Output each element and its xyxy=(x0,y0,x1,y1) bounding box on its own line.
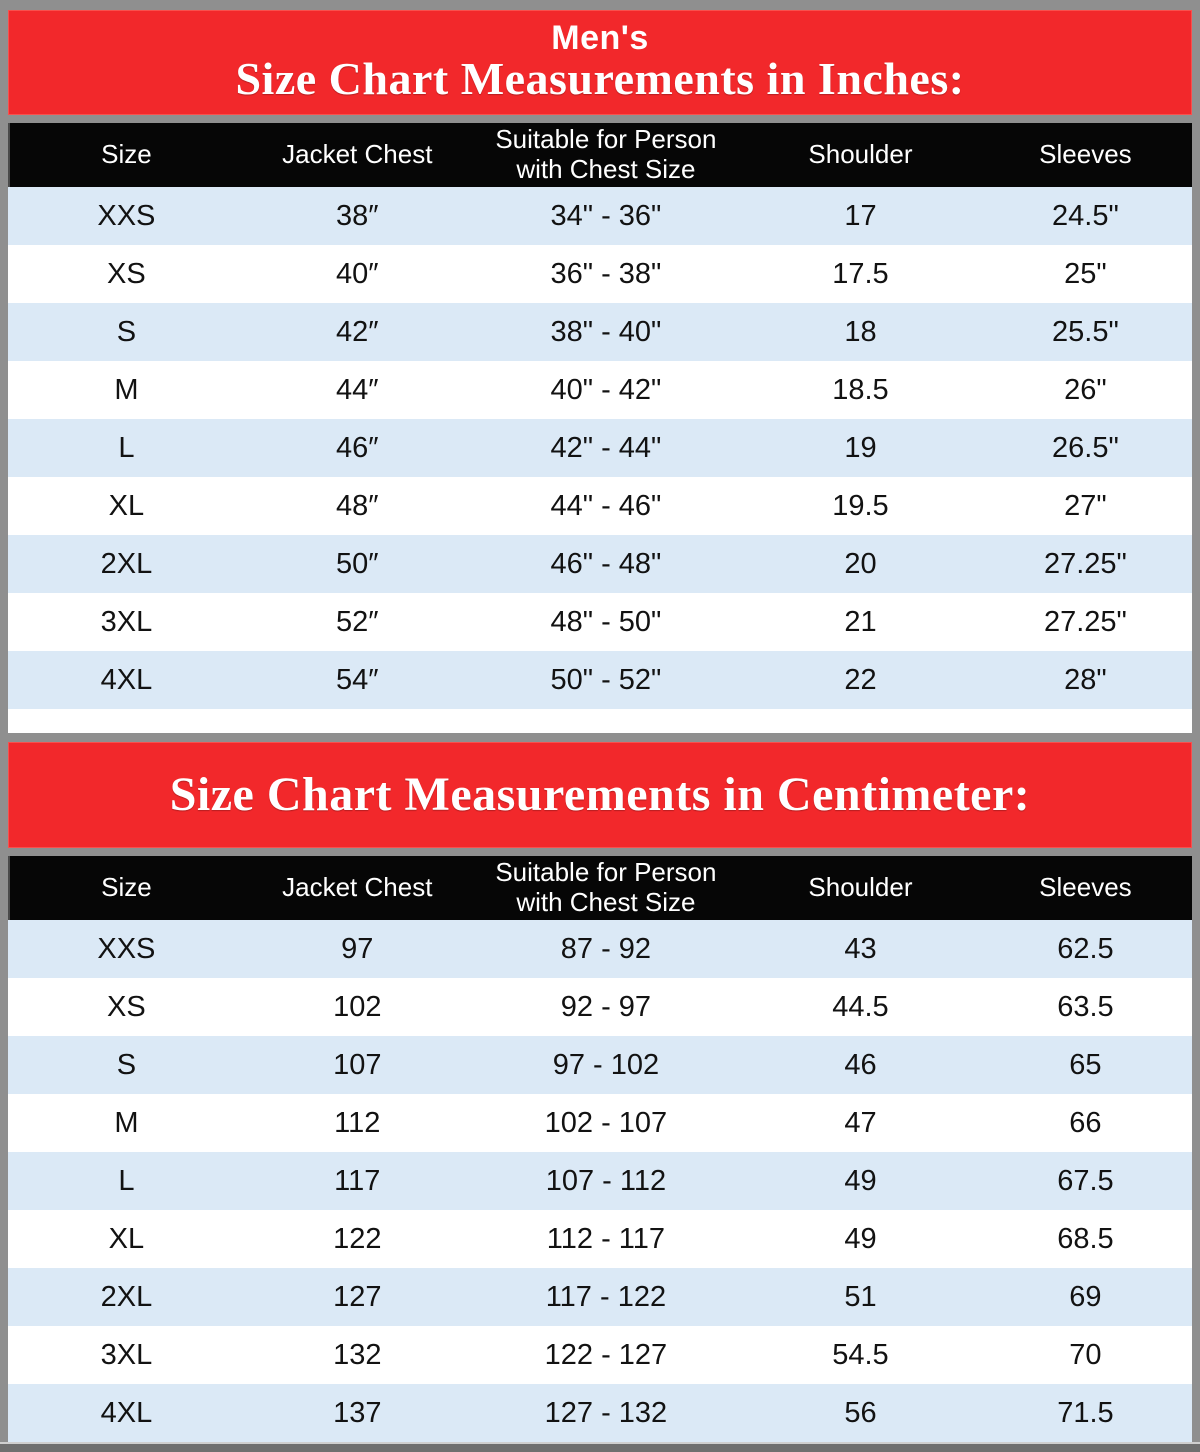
table-cell: 122 - 127 xyxy=(544,1338,668,1371)
table-cell: 49 xyxy=(844,1222,877,1255)
table-cell: 43 xyxy=(844,932,877,965)
table-cell: 38" - 40" xyxy=(550,315,662,348)
table-cell: 18.5 xyxy=(832,373,889,406)
table-cell: 2XL xyxy=(100,1280,153,1313)
inches-table-header xyxy=(8,123,1192,187)
table-row xyxy=(8,651,1192,709)
table-row xyxy=(8,1384,1192,1442)
table-cell: 54″ xyxy=(336,663,379,696)
table-row xyxy=(8,477,1192,535)
table-cell: 44.5 xyxy=(832,990,889,1023)
table-cell: M xyxy=(114,373,139,406)
table-cell: 40″ xyxy=(336,257,379,290)
table-cell: 27.25" xyxy=(1043,547,1127,580)
table-row xyxy=(8,187,1192,245)
table-cell: 117 xyxy=(334,1164,381,1197)
table-cell: XL xyxy=(108,1222,145,1255)
table-cell: 67.5 xyxy=(1057,1164,1114,1197)
frame-gap xyxy=(0,848,1200,856)
table-cell: 102 - 107 xyxy=(544,1106,668,1139)
table-cell: 36" - 38" xyxy=(550,257,662,290)
table-row xyxy=(8,245,1192,303)
table-cell: 117 - 122 xyxy=(545,1280,667,1313)
table-cell: 49 xyxy=(844,1164,877,1197)
table-cell: 22 xyxy=(844,663,877,696)
inches-title: Size Chart Measurements in Inches: xyxy=(235,52,965,104)
table-cell: 47 xyxy=(844,1106,877,1139)
table-cell: 24.5" xyxy=(1052,199,1119,232)
header-cell: Jacket Chest xyxy=(282,872,433,903)
table-cell: 21 xyxy=(844,605,877,638)
table-cell: 27.25" xyxy=(1043,605,1127,638)
centimeter-title: Size Chart Measurements in Centimeter: xyxy=(169,767,1031,821)
table-cell: 25.5" xyxy=(1052,315,1119,348)
table-cell: 26" xyxy=(1064,373,1107,406)
header-cell: Sleeves xyxy=(1039,872,1132,903)
table-cell: 66 xyxy=(1069,1106,1102,1139)
table-cell: 19 xyxy=(844,431,877,464)
inches-table-footer-spacer xyxy=(8,709,1192,733)
table-cell: L xyxy=(118,1164,135,1197)
table-cell: 107 - 112 xyxy=(545,1164,667,1197)
table-cell: 51 xyxy=(844,1280,877,1313)
table-cell: 122 xyxy=(333,1222,382,1255)
table-cell: XXS xyxy=(97,199,156,232)
table-cell: 132 xyxy=(333,1338,382,1371)
table-cell: 69 xyxy=(1069,1280,1102,1313)
table-cell: 28" xyxy=(1064,663,1107,696)
table-row xyxy=(8,1210,1192,1268)
table-cell: 44″ xyxy=(336,373,379,406)
table-cell: 107 xyxy=(333,1048,382,1081)
table-cell: 2XL xyxy=(100,547,153,580)
table-cell: XL xyxy=(108,489,145,522)
table-cell: 102 xyxy=(333,990,382,1023)
table-row xyxy=(8,361,1192,419)
table-cell: 46″ xyxy=(336,431,379,464)
table-cell: 48" - 50" xyxy=(550,605,662,638)
inches-table-body xyxy=(8,187,1192,709)
table-row xyxy=(8,419,1192,477)
header-cell: Shoulder xyxy=(808,872,913,903)
table-cell: 112 - 117 xyxy=(546,1222,666,1255)
table-cell: 127 xyxy=(333,1280,382,1313)
table-cell: 70 xyxy=(1069,1338,1102,1371)
table-row xyxy=(8,593,1192,651)
table-cell: 87 - 92 xyxy=(560,932,652,965)
header-cell: Suitable for Person with Chest Size xyxy=(495,857,717,917)
table-cell: 17.5 xyxy=(832,257,889,290)
table-cell: L xyxy=(118,431,135,464)
table-cell: 26.5" xyxy=(1052,431,1119,464)
table-cell: XS xyxy=(107,990,146,1023)
frame-gap xyxy=(0,733,1200,742)
table-cell: 71.5 xyxy=(1057,1396,1114,1429)
table-cell: 54.5 xyxy=(832,1338,889,1371)
centimeter-banner xyxy=(8,742,1192,848)
table-cell: 18 xyxy=(844,315,877,348)
table-cell: 38″ xyxy=(336,199,379,232)
centimeter-table-header xyxy=(8,856,1192,920)
header-cell: Size xyxy=(101,872,152,903)
table-row xyxy=(8,1036,1192,1094)
table-cell: 4XL xyxy=(100,1396,153,1429)
table-row xyxy=(8,1152,1192,1210)
table-cell: 25" xyxy=(1064,257,1107,290)
table-cell: 92 - 97 xyxy=(560,990,652,1023)
header-cell: Shoulder xyxy=(808,139,913,170)
table-cell: 68.5 xyxy=(1057,1222,1114,1255)
table-cell: S xyxy=(116,315,137,348)
table-cell: 97 - 102 xyxy=(552,1048,660,1081)
table-cell: 50" - 52" xyxy=(550,663,662,696)
table-cell: 52″ xyxy=(336,605,379,638)
table-cell: 42″ xyxy=(336,315,379,348)
inches-banner xyxy=(8,10,1192,115)
table-cell: 34" - 36" xyxy=(550,199,662,232)
header-cell: Sleeves xyxy=(1039,139,1132,170)
table-row xyxy=(8,535,1192,593)
table-cell: S xyxy=(116,1048,137,1081)
table-cell: M xyxy=(114,1106,139,1139)
table-cell: 137 xyxy=(333,1396,382,1429)
table-cell: 44" - 46" xyxy=(550,489,662,522)
table-row xyxy=(8,920,1192,978)
table-cell: 127 - 132 xyxy=(544,1396,668,1429)
table-cell: 17 xyxy=(844,199,877,232)
header-cell: Size xyxy=(101,139,152,170)
table-cell: 56 xyxy=(844,1396,877,1429)
table-cell: 48″ xyxy=(336,489,379,522)
table-cell: 50″ xyxy=(336,547,379,580)
header-cell: Jacket Chest xyxy=(282,139,433,170)
table-cell: XXS xyxy=(97,932,156,965)
table-cell: 4XL xyxy=(100,663,153,696)
table-row xyxy=(8,1094,1192,1152)
table-cell: 97 xyxy=(341,932,374,965)
table-cell: 112 xyxy=(334,1106,381,1139)
table-cell: 3XL xyxy=(100,1338,153,1371)
header-cell: Suitable for Person with Chest Size xyxy=(495,124,717,184)
table-cell: 19.5 xyxy=(832,489,889,522)
top-frame-gap xyxy=(0,0,1200,10)
bottom-frame-bar xyxy=(0,1442,1200,1452)
table-cell: 42" - 44" xyxy=(550,431,662,464)
table-cell: 63.5 xyxy=(1057,990,1114,1023)
table-row xyxy=(8,303,1192,361)
table-cell: 40" - 42" xyxy=(550,373,662,406)
mens-label: Men's xyxy=(551,19,649,58)
table-cell: 65 xyxy=(1069,1048,1102,1081)
frame-gap xyxy=(0,115,1200,123)
table-cell: 3XL xyxy=(100,605,153,638)
table-cell: XS xyxy=(107,257,146,290)
table-row xyxy=(8,978,1192,1036)
table-cell: 27" xyxy=(1064,489,1107,522)
table-cell: 46 xyxy=(844,1048,877,1081)
table-cell: 46" - 48" xyxy=(550,547,662,580)
table-row xyxy=(8,1268,1192,1326)
table-cell: 62.5 xyxy=(1057,932,1114,965)
table-row xyxy=(8,1326,1192,1384)
table-cell: 20 xyxy=(844,547,877,580)
centimeter-table-body xyxy=(8,920,1192,1442)
